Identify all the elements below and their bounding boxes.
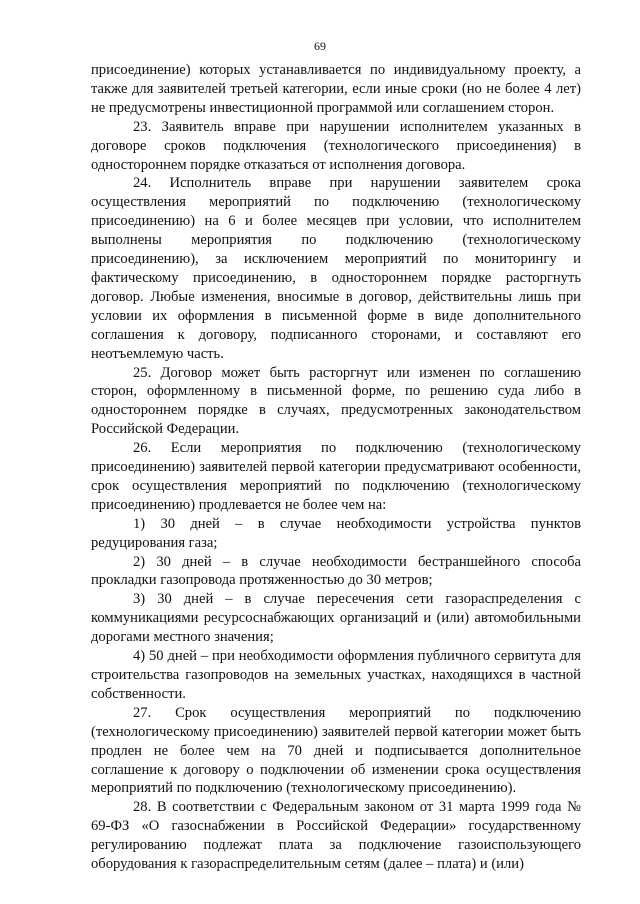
paragraph-25: 25. Договор может быть расторгнут или изменен по соглашению сторон, оформленному в письменной форме, по решению суда либо в одностороннем порядке в случаях, предусмотренных законодательством Российской Федерации. (91, 364, 581, 438)
paragraph-26-item-3: 3) 30 дней – в случае пересечения сети газораспределения с коммуникациями ресурсоснабжающих организаций и (или) автомобильными дорогами местного значения; (91, 591, 581, 646)
page-number: 69 (314, 39, 326, 53)
paragraph-23: 23. Заявитель вправе при нарушении исполнителем указанных в договоре сроков подключения (технологического присоединения) в одностороннем порядке отказаться от исполнения договора. (91, 118, 581, 173)
paragraph-26-item-4: 4) 50 дней – при необходимости оформления публичного сервитута для строительства газопроводов на земельных участках, находящихся в частной собственности. (91, 648, 581, 702)
paragraph-24: 24. Исполнитель вправе при нарушении заявителем срока осуществления мероприятий по подключению (технологическому присоединению) на 6 и более месяцев при условии, что исполнителем выполнены мероприятия по подключению (технологическому присоединению), за исключением мероприятий по мониторингу и фактическому присоединению, в одностороннем порядке расторгнуть договор. Любые изменения, вносимые в договор, действительны лишь при условии их оформления в письменной форме в виде дополнительного соглашения к договору, подписанного сторонами, и составляют его неотъемлемую часть. (91, 175, 581, 362)
paragraph-26-item-2: 2) 30 дней – в случае необходимости бестраншейного способа прокладки газопровода протяженностью до 30 метров; (91, 553, 581, 589)
paragraph-continuation: присоединение) которых устанавливается по индивидуальному проекту, а также для заявителей третьей категории, если иные сроки (но не более 4 лет) не предусмотрены инвестиционной программой или соглашением сторон. (91, 62, 581, 116)
paragraph-26-item-1: 1) 30 дней – в случае необходимости устройства пунктов редуцирования газа; (91, 515, 581, 551)
document-body (91, 61, 581, 874)
paragraph-26: 26. Если мероприятия по подключению (технологическому присоединению) заявителей первой категории предусматривают особенности, срок осуществления мероприятий по подключению (технологическому присоединению) продлевается не более чем на: (91, 440, 581, 513)
paragraph-27: 27. Срок осуществления мероприятий по подключению (технологическому присоединению) заявителей первой категории может быть продлен не более чем на 70 дней и подписывается дополнительное соглашение к договору о подключении об изменении срока осуществления мероприятий по подключению (технологическому присоединению). (91, 704, 581, 797)
paragraph-28: 28. В соответствии с Федеральным законом от 31 марта 1999 года № 69-ФЗ «О газоснабжении в Российской Федерации» государственному регулированию подлежат плата за подключение газоиспользующего оборудования к газораспределительным сетям (далее – плата) и (или) (91, 799, 581, 873)
